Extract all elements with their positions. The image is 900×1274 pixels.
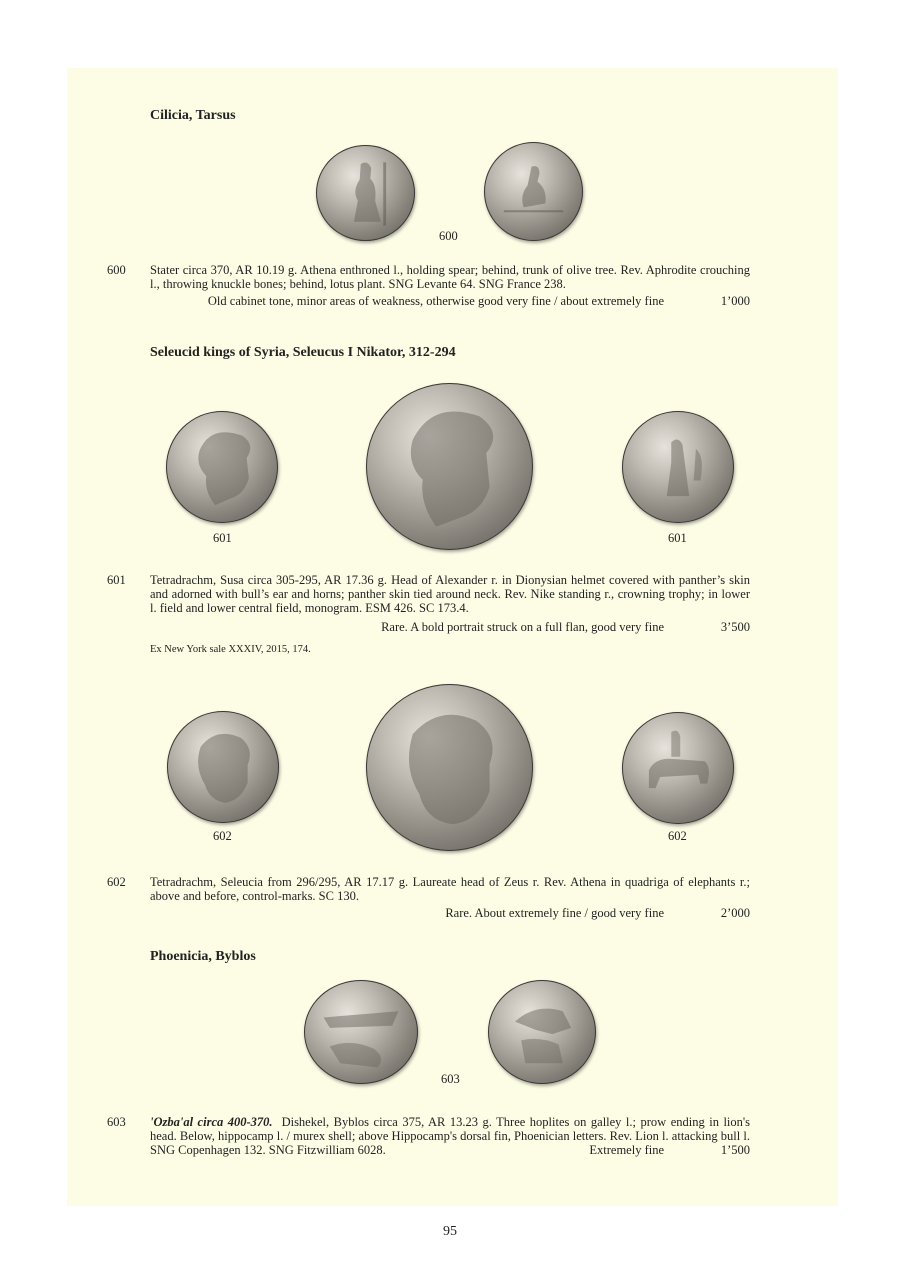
coin-602-obverse-small-image [167, 711, 279, 823]
lot-condition-603: Extremely fine [589, 1143, 664, 1157]
lot-price-601: 3’500 [720, 620, 750, 634]
photo-label-602-right: 602 [668, 829, 687, 843]
lot-condition-row-601 [150, 620, 750, 634]
coin-603-obverse-image [304, 980, 418, 1084]
lot-description-602: Tetradrachm, Seleucia from 296/295, AR 17.17 g. Laureate head of Zeus r. Rev. Athena in quadriga of elephants r.; above and before, control-marks. SC 130. [150, 875, 750, 903]
coin-600-obverse-image [316, 145, 415, 241]
coin-603-reverse-image [488, 980, 596, 1084]
page-number: 95 [443, 1224, 457, 1239]
lot-condition-602: Rare. About extremely fine / good very fine [445, 906, 664, 920]
lot-condition-row-600 [150, 294, 750, 308]
photo-label-601-right: 601 [668, 531, 687, 545]
photo-label-602-left: 602 [213, 829, 232, 843]
lot-condition-row-602 [150, 906, 750, 920]
photo-label-603: 603 [441, 1072, 460, 1086]
lot-condition-row-603 [150, 1143, 750, 1157]
lot-condition-601: Rare. A bold portrait struck on a full flan, good very fine [381, 620, 664, 634]
lot-description-601: Tetradrachm, Susa circa 305-295, AR 17.36 g. Head of Alexander r. in Dionysian helmet covered with panther’s skin and adorned with bull’s ear and horns; panther skin tied around neck. Rev. Nike standing r., crowning trophy; in lower l. field and lower central field, monogram. ESM 426. SC 173.4. [150, 573, 750, 615]
lot-condition-600: Old cabinet tone, minor areas of weakness, otherwise good very fine / about extremely fine [207, 294, 664, 308]
lot-price-600: 1’000 [720, 294, 750, 308]
lot-number-600: 600 [107, 263, 126, 277]
coin-602-obverse-large-image [366, 684, 533, 851]
section-heading-seleucid: Seleucid kings of Syria, Seleucus I Nikator, 312-294 [150, 345, 456, 360]
section-heading-cilicia: Cilicia, Tarsus [150, 108, 236, 123]
photo-label-600: 600 [439, 229, 458, 243]
lot-number-603: 603 [107, 1115, 126, 1129]
lot-description-text-603: Dishekel, Byblos circa 375, AR 13.23 g. Three hoplites on galley l.; prow ending in lion's head. Below, hippocamp l. / murex shell; above Hippocamp's dorsal fin, Phoenician letters. Rev. Lion l. attacking bull l. SNG Copenhagen 132. SNG Fitzwilliam 6028. [150, 1115, 751, 1157]
lot-provenance-601: Ex New York sale XXXIV, 2015, 174. [150, 644, 311, 655]
lot-ruler-603: 'Ozba'al circa 400-370. [150, 1115, 273, 1129]
lot-number-601: 601 [107, 573, 126, 587]
section-heading-phoenicia: Phoenicia, Byblos [150, 949, 256, 964]
lot-price-602: 2’000 [720, 906, 750, 920]
coin-600-reverse-image [484, 142, 583, 241]
coin-601-reverse-image [622, 411, 734, 523]
photo-label-601-left: 601 [213, 531, 232, 545]
coin-601-obverse-small-image [166, 411, 278, 523]
lot-price-603: 1’500 [720, 1143, 750, 1157]
lot-number-602: 602 [107, 875, 126, 889]
coin-601-obverse-large-image [366, 383, 533, 550]
coin-602-reverse-image [622, 712, 734, 824]
lot-description-600: Stater circa 370, AR 10.19 g. Athena enthroned l., holding spear; behind, trunk of olive tree. Rev. Aphrodite crouching l., throwing knuckle bones; behind, lotus plant. SNG Levante 64. SNG France 238. [150, 263, 750, 291]
